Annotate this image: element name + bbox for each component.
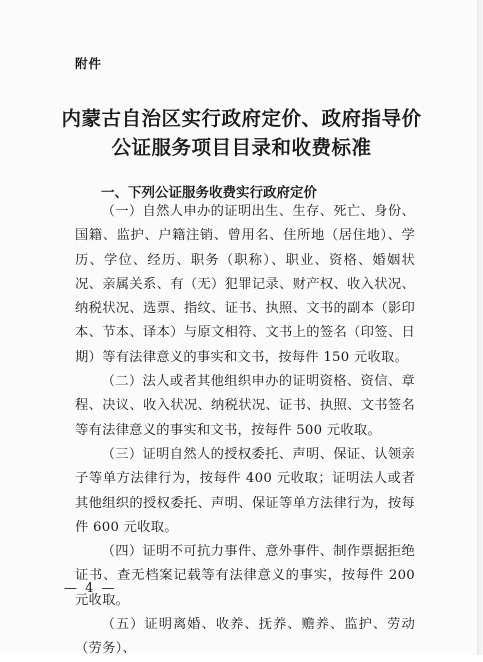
paragraph-item-5: （五）证明离婚、收养、抚养、赡养、监护、劳动（劳务）、 [75,617,415,657]
paragraph-item-2: （二）法人或者其他组织申办的证明资格、资信、章程、决议、收入状况、纳税状况、证书、执照、文书签名等有法律意义的事实和文书，按每件 500 元收取。 [75,374,415,438]
page-edge-shadow [477,0,483,655]
paragraph-item-3: （三）证明自然人的授权委托、声明、保证、认领亲子等单方法律行为，按每件 400 元收取；证明法人或者其他组织的授权委托、声明、保证等单方法律行为，按每件 600 元收取。 [75,446,415,535]
section-heading: 一、下列公证服务收费实行政府定价 [101,185,317,201]
document-title-line-2: 公证服务项目目录和收费标准 [111,136,372,159]
body-text [75,200,415,662]
document-title-line-1: 内蒙古自治区实行政府定价、政府指导价 [61,107,422,130]
page-number: — 4 — [64,581,117,596]
paragraph-item-4: （四）证明不可抗力事件、意外事件、制作票据拒绝证书、查无档案记载等有法律意义的事实，按每件 200 元收取。 [75,544,415,608]
paragraph-item-1: （一）自然人申办的证明出生、生存、死亡、身份、国籍、监护、户籍注销、曾用名、住所地（居住地）、学历、学位、经历、职务（职称）、职业、资格、婚姻状况、亲属关系、有（无）犯罪记录、财产权、收入状况、纳税状况、选票、指纹、证书、执照、文书的副本（影印本、节本、译本）与原文相符、文书上的签名（印签、日期）等有法律意义的事实和文书，按每件 150 元收取。 [75,204,415,365]
attachment-label: 附件 [75,56,103,71]
